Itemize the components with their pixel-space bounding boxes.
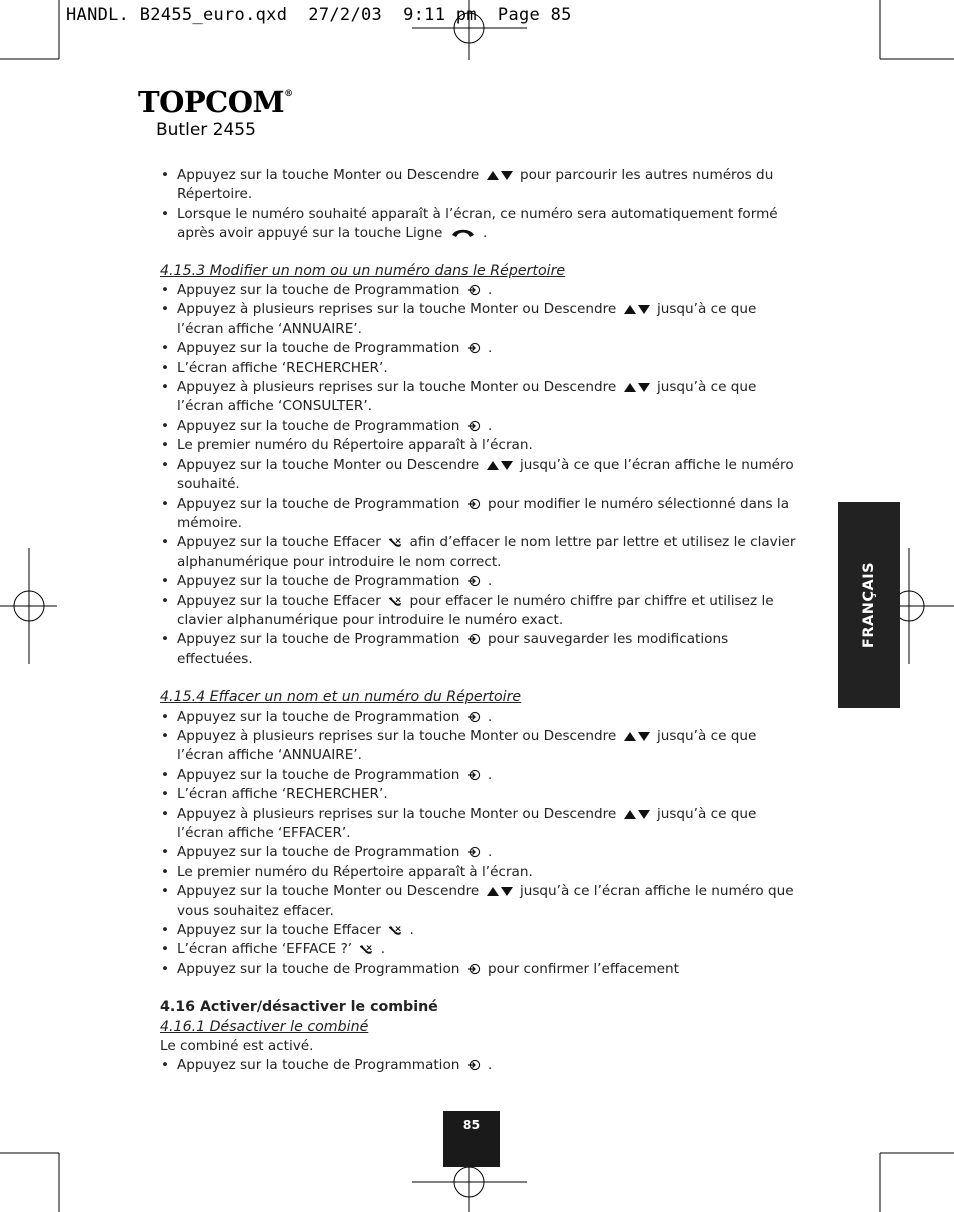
step-text: Appuyez sur la touche de Programmation bbox=[177, 417, 460, 434]
step-text: Appuyez sur la touche de Programmation bbox=[177, 631, 460, 648]
program-key-icon bbox=[459, 961, 488, 977]
step-text-continued: . bbox=[409, 922, 414, 939]
program-key-icon bbox=[459, 1057, 488, 1073]
step-text: Appuyez sur la touche de Programmation bbox=[177, 1057, 460, 1074]
list-item bbox=[160, 456, 800, 495]
list-item bbox=[160, 766, 800, 785]
step-text: L’écran affiche ‘EFFACE ?’ bbox=[177, 941, 353, 958]
step-text-continued: . bbox=[488, 340, 493, 357]
step-text-continued: pour confirmer l’effacement bbox=[488, 960, 679, 977]
list-item bbox=[160, 533, 800, 572]
erase-key-icon bbox=[381, 922, 410, 938]
list-item bbox=[160, 417, 800, 436]
modify-steps bbox=[160, 281, 800, 669]
step-text: Appuyez sur la touche de Programmation bbox=[177, 708, 460, 725]
list-item bbox=[160, 785, 800, 804]
list-item bbox=[160, 708, 800, 727]
step-text-continued: pour effacer le numéro chiffre par chiffre et utilisez le clavier alphanumérique pour introduire le numéro exact. bbox=[177, 592, 774, 628]
delete-steps bbox=[160, 708, 800, 980]
step-text-continued: jusqu’à ce que l’écran affiche le numéro souhaité. bbox=[177, 456, 794, 493]
step-text: Appuyez à plusieurs reprises sur la touche Monter ou Descendre bbox=[177, 727, 617, 744]
step-text-continued: jusqu’à ce que l’écran affiche ‘CONSULTER’. bbox=[177, 379, 757, 415]
disable-steps bbox=[160, 1056, 800, 1075]
step-text: Appuyez à plusieurs reprises sur la touche Monter ou Descendre bbox=[177, 301, 617, 318]
up-down-arrows-icon bbox=[479, 457, 520, 473]
intro-list bbox=[160, 166, 800, 244]
up-down-arrows-icon bbox=[616, 806, 657, 822]
step-text-continued: jusqu’à ce que l’écran affiche ‘ANNUAIRE’. bbox=[177, 727, 757, 764]
step-text: Le premier numéro du Répertoire apparaît à l’écran. bbox=[177, 437, 533, 454]
list-item bbox=[160, 630, 800, 669]
program-key-icon bbox=[459, 573, 488, 589]
list-item bbox=[160, 940, 800, 959]
step-text-continued: pour parcourir les autres numéros du Répertoire. bbox=[177, 167, 774, 203]
step-text-continued: . bbox=[488, 573, 493, 590]
step-text: Appuyez sur la touche de Programmation bbox=[177, 340, 460, 357]
list-item bbox=[160, 592, 800, 631]
topcom-logo: TOPCOM® bbox=[138, 85, 293, 119]
step-text-continued: jusqu’à ce que l’écran affiche ‘EFFACER’. bbox=[177, 805, 757, 841]
step-text: Appuyez sur la touche Monter ou Descendre bbox=[177, 167, 480, 183]
phone-handset-icon bbox=[442, 225, 483, 241]
step-text-continued: . bbox=[483, 225, 488, 242]
step-text-continued: . bbox=[488, 1057, 493, 1074]
list-item bbox=[160, 339, 800, 358]
list-item bbox=[160, 1056, 800, 1075]
program-key-icon bbox=[459, 709, 488, 725]
step-text: Lorsque le numéro souhaité apparaît à l’écran, ce numéro sera automatiquement formé après avoir appuyé sur la touche Ligne bbox=[177, 205, 778, 242]
step-text-continued: jusqu’à ce l’écran affiche le numéro que vous souhaitez effacer. bbox=[177, 883, 794, 919]
step-text-continued: . bbox=[488, 766, 493, 783]
step-text-continued: . bbox=[380, 941, 386, 958]
list-item bbox=[160, 572, 800, 591]
list-item bbox=[160, 843, 800, 862]
step-text: L’écran affiche ‘RECHERCHER’. bbox=[177, 359, 388, 376]
list-item bbox=[160, 863, 800, 882]
list-item bbox=[160, 205, 800, 244]
list-item bbox=[160, 882, 800, 921]
erase-key-icon bbox=[352, 941, 381, 957]
program-key-icon bbox=[459, 767, 488, 783]
list-item bbox=[160, 378, 800, 417]
step-text-continued: pour sauvegarder les modifications effectuées. bbox=[177, 631, 729, 667]
step-text: L’écran affiche ‘RECHERCHER’. bbox=[177, 786, 388, 803]
step-text: Le premier numéro du Répertoire apparaît à l’écran. bbox=[177, 863, 533, 880]
page-number-box bbox=[443, 1111, 500, 1167]
erase-key-icon bbox=[381, 593, 410, 609]
language-tab: FRANÇAIS bbox=[838, 502, 900, 708]
subsection-heading-disable: 4.16.1 Désactiver le combiné bbox=[160, 1018, 369, 1035]
up-down-arrows-icon bbox=[479, 167, 520, 183]
page-number: 85 bbox=[462, 1117, 481, 1132]
model-name: Butler 2455 bbox=[156, 120, 256, 140]
list-item bbox=[160, 495, 800, 534]
section-heading-handset: 4.16 Activer/désactiver le combiné bbox=[160, 999, 438, 1016]
step-text: Appuyez sur la touche Monter ou Descendre bbox=[177, 883, 480, 900]
program-key-icon bbox=[459, 844, 488, 860]
list-item bbox=[160, 727, 800, 766]
print-slug: HANDL. B2455_euro.qxd 27/2/03 9:11 pm Page 85 bbox=[66, 5, 572, 25]
step-text: Appuyez sur la touche Effacer bbox=[177, 592, 381, 609]
program-key-icon bbox=[459, 282, 488, 298]
section-heading-delete: 4.15.4 Effacer un nom et un numéro du Répertoire bbox=[160, 689, 522, 706]
program-key-icon bbox=[459, 631, 488, 647]
step-text: Appuyez sur la touche de Programmation bbox=[177, 844, 460, 861]
step-text: Appuyez sur la touche de Programmation bbox=[177, 282, 460, 299]
step-text: Appuyez à plusieurs reprises sur la touche Monter ou Descendre bbox=[177, 805, 617, 822]
handset-note: Le combiné est activé. bbox=[160, 1038, 314, 1055]
step-text-continued: . bbox=[488, 844, 493, 861]
step-text-continued: jusqu’à ce que l’écran affiche ‘ANNUAIRE’. bbox=[177, 301, 757, 337]
up-down-arrows-icon bbox=[616, 379, 657, 395]
list-item bbox=[160, 300, 800, 339]
program-key-icon bbox=[459, 340, 488, 356]
step-text: Appuyez sur la touche de Programmation bbox=[177, 766, 460, 783]
step-text: Appuyez sur la touche de Programmation bbox=[177, 960, 460, 977]
step-text-continued: afin d’effacer le nom lettre par lettre et utilisez le clavier alphanumérique pour introduire le nom correct. bbox=[177, 534, 796, 570]
list-item bbox=[160, 359, 800, 378]
step-text-continued: . bbox=[488, 708, 493, 725]
step-text: Appuyez sur la touche Monter ou Descendre bbox=[177, 456, 480, 473]
section-heading-modify: 4.15.3 Modifier un nom ou un numéro dans le Répertoire bbox=[160, 262, 566, 279]
step-text: Appuyez sur la touche Effacer bbox=[177, 534, 381, 551]
step-text-continued: . bbox=[488, 417, 493, 434]
program-key-icon bbox=[459, 418, 488, 434]
up-down-arrows-icon bbox=[616, 301, 657, 317]
up-down-arrows-icon bbox=[616, 728, 657, 744]
list-item bbox=[160, 805, 800, 844]
step-text: Appuyez sur la touche Effacer bbox=[177, 922, 381, 939]
erase-key-icon bbox=[381, 534, 410, 550]
list-item bbox=[160, 960, 800, 979]
step-text: Appuyez sur la touche de Programmation bbox=[177, 495, 460, 512]
list-item bbox=[160, 166, 800, 205]
step-text: Appuyez à plusieurs reprises sur la touche Monter ou Descendre bbox=[177, 379, 617, 396]
step-text-continued: pour modifier le numéro sélectionné dans la mémoire. bbox=[177, 495, 790, 531]
list-item bbox=[160, 436, 800, 455]
main-content bbox=[160, 166, 800, 1076]
list-item bbox=[160, 921, 800, 940]
list-item bbox=[160, 281, 800, 300]
up-down-arrows-icon bbox=[479, 883, 520, 899]
step-text: Appuyez sur la touche de Programmation bbox=[177, 573, 460, 590]
step-text-continued: . bbox=[488, 282, 493, 299]
program-key-icon bbox=[459, 496, 488, 512]
